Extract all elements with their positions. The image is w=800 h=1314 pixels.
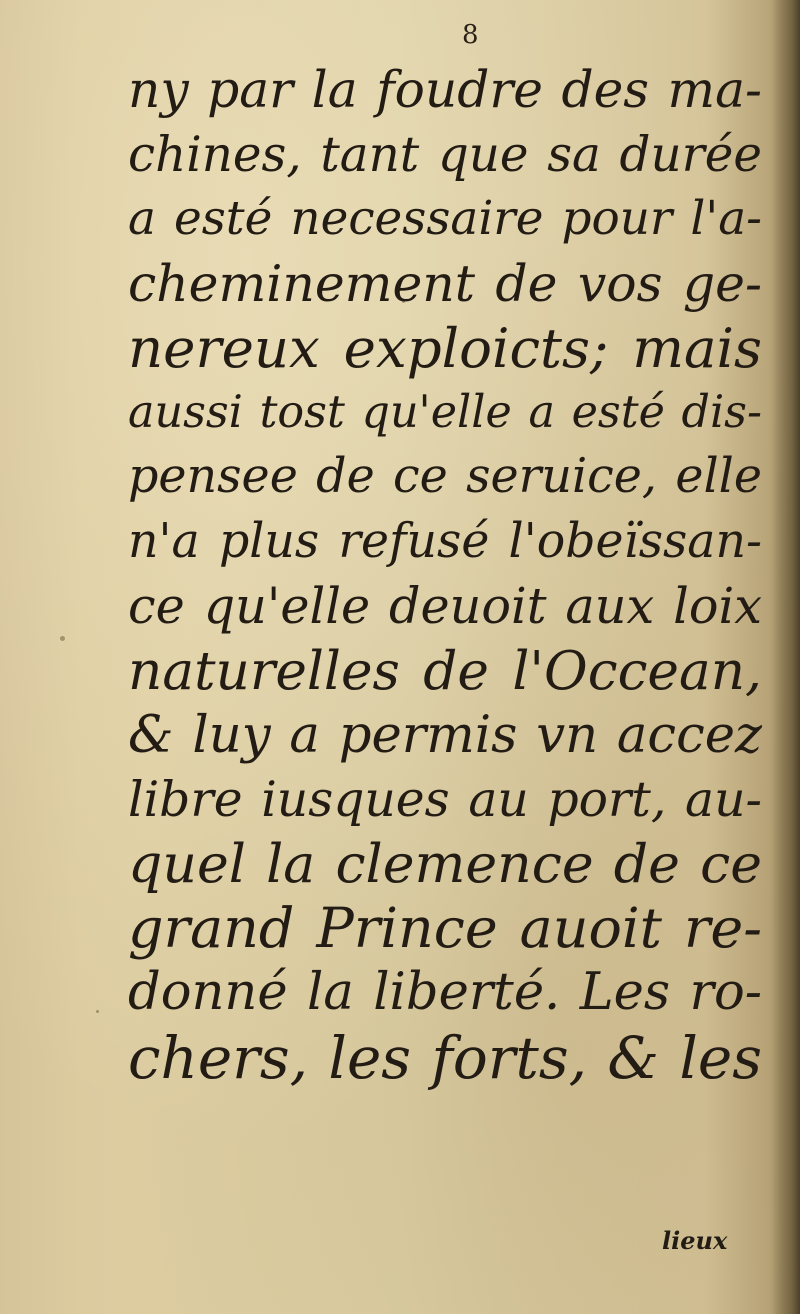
body-text <box>128 58 762 1090</box>
text-line: ce qu'elle deuoit aux loix <box>128 577 762 635</box>
page-gutter-shadow <box>772 0 800 1314</box>
text-line: ny par la foudre des ma- <box>128 60 762 119</box>
text-line: pensee de ce seruice, elle <box>128 449 762 504</box>
paper-speck <box>96 1010 99 1013</box>
text-line: n'a plus refusé l'obeïssan- <box>128 513 762 569</box>
text-line: libre iusques au port, au- <box>128 771 762 828</box>
page-number: 8 <box>462 20 479 50</box>
catchword: lieux <box>662 1226 728 1255</box>
text-line: naturelles de l'Occean, <box>128 639 762 702</box>
text-line: a esté necessaire pour l'a- <box>128 192 762 246</box>
text-line: quel la clemence de ce <box>128 832 762 895</box>
text-line: nereux exploicts; mais <box>128 316 762 380</box>
text-line: & luy a permis vn accez <box>128 705 762 765</box>
text-line: chines, tant que sa durée <box>128 126 762 183</box>
text-line: aussi tost qu'elle a esté dis- <box>128 386 762 438</box>
text-line: chers, les forts, & les <box>128 1023 762 1092</box>
text-line: donné la liberté. Les ro- <box>128 963 762 1022</box>
text-line: grand Prince auoit re- <box>128 895 762 961</box>
text-line: cheminement de vos ge- <box>128 253 762 313</box>
paper-speck <box>60 636 65 641</box>
